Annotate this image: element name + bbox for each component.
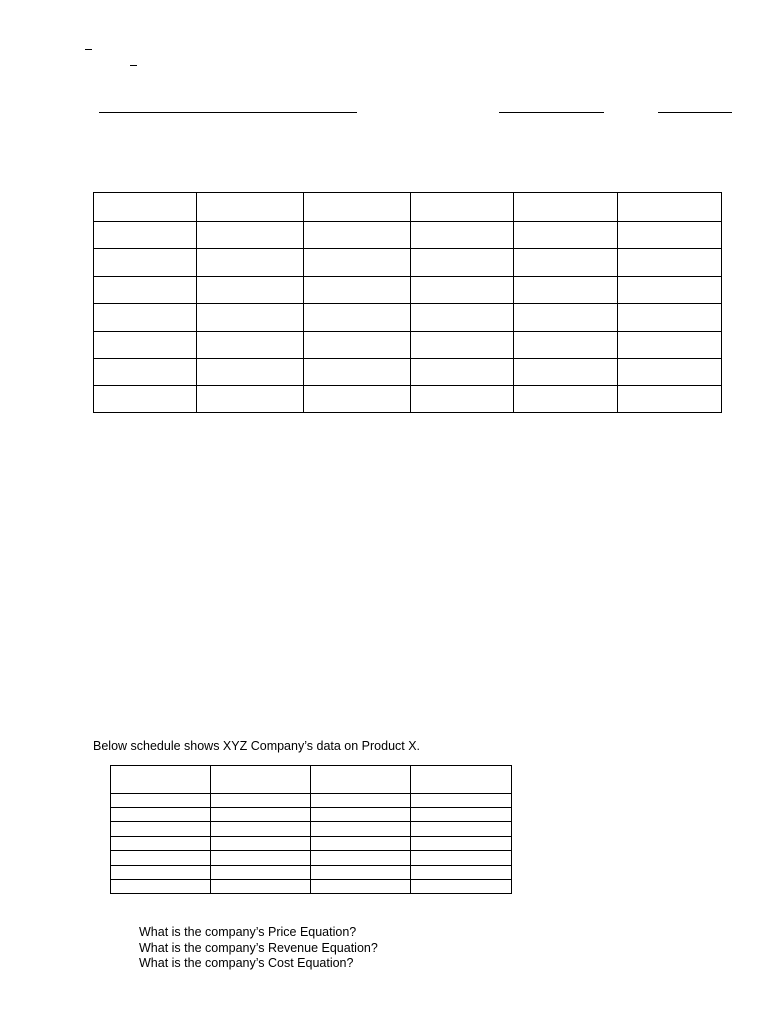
top-table-row bbox=[94, 359, 722, 386]
schedule-cell[interactable] bbox=[211, 822, 311, 837]
top-table-cell[interactable] bbox=[514, 277, 618, 304]
top-table-cell[interactable] bbox=[514, 359, 618, 386]
top-table-cell[interactable] bbox=[411, 222, 514, 249]
schedule-row bbox=[111, 851, 512, 866]
schedule-cell[interactable] bbox=[211, 808, 311, 822]
schedule-row bbox=[111, 766, 512, 794]
schedule-cell[interactable] bbox=[211, 837, 311, 851]
schedule-row bbox=[111, 794, 512, 808]
top-table-cell[interactable] bbox=[411, 277, 514, 304]
schedule-row bbox=[111, 866, 512, 880]
schedule-cell[interactable] bbox=[311, 851, 411, 866]
top-data-table bbox=[93, 192, 722, 413]
top-table-cell[interactable] bbox=[304, 386, 411, 413]
schedule-cell[interactable] bbox=[211, 766, 311, 794]
top-table-cell[interactable] bbox=[514, 332, 618, 359]
schedule-cell[interactable] bbox=[211, 866, 311, 880]
top-table-cell[interactable] bbox=[304, 222, 411, 249]
schedule-cell[interactable] bbox=[211, 880, 311, 894]
schedule-cell[interactable] bbox=[111, 794, 211, 808]
top-table-cell[interactable] bbox=[304, 304, 411, 332]
schedule-cell[interactable] bbox=[411, 866, 512, 880]
schedule-cell[interactable] bbox=[311, 866, 411, 880]
top-table-cell[interactable] bbox=[94, 304, 197, 332]
top-table-cell[interactable] bbox=[94, 359, 197, 386]
question-price-equation: What is the company’s Price Equation? bbox=[139, 925, 357, 939]
top-table-cell[interactable] bbox=[197, 332, 304, 359]
top-table-cell[interactable] bbox=[514, 222, 618, 249]
schedule-cell[interactable] bbox=[111, 851, 211, 866]
top-table-cell[interactable] bbox=[411, 386, 514, 413]
top-table-cell[interactable] bbox=[197, 304, 304, 332]
schedule-row bbox=[111, 822, 512, 837]
top-table-cell[interactable] bbox=[94, 332, 197, 359]
dash-mark-1 bbox=[85, 49, 92, 50]
top-table-cell[interactable] bbox=[618, 277, 722, 304]
top-table-cell[interactable] bbox=[514, 249, 618, 277]
dash-mark-2 bbox=[130, 65, 137, 66]
top-table-cell[interactable] bbox=[618, 222, 722, 249]
top-table-cell[interactable] bbox=[411, 359, 514, 386]
schedule-cell[interactable] bbox=[411, 794, 512, 808]
schedule-cell[interactable] bbox=[411, 766, 512, 794]
top-table-row bbox=[94, 386, 722, 413]
schedule-cell[interactable] bbox=[111, 866, 211, 880]
question-cost-equation: What is the company’s Cost Equation? bbox=[139, 956, 354, 970]
top-table-cell[interactable] bbox=[197, 359, 304, 386]
schedule-row bbox=[111, 837, 512, 851]
top-table-cell[interactable] bbox=[304, 249, 411, 277]
top-table-row bbox=[94, 277, 722, 304]
top-table-row bbox=[94, 304, 722, 332]
top-table-cell[interactable] bbox=[618, 249, 722, 277]
schedule-cell[interactable] bbox=[111, 766, 211, 794]
top-table-cell[interactable] bbox=[618, 386, 722, 413]
name-blank-line[interactable] bbox=[99, 112, 357, 113]
top-table-cell[interactable] bbox=[197, 386, 304, 413]
schedule-cell[interactable] bbox=[411, 837, 512, 851]
top-table-cell[interactable] bbox=[411, 193, 514, 222]
top-table-cell[interactable] bbox=[411, 304, 514, 332]
top-table-cell[interactable] bbox=[304, 277, 411, 304]
schedule-table bbox=[110, 765, 512, 894]
schedule-cell[interactable] bbox=[311, 794, 411, 808]
schedule-row bbox=[111, 880, 512, 894]
top-table-cell[interactable] bbox=[618, 359, 722, 386]
question-revenue-equation: What is the company’s Revenue Equation? bbox=[139, 940, 378, 955]
top-table-cell[interactable] bbox=[618, 332, 722, 359]
top-table-cell[interactable] bbox=[514, 193, 618, 222]
top-table-cell[interactable] bbox=[304, 193, 411, 222]
top-table-cell[interactable] bbox=[94, 222, 197, 249]
top-table-cell[interactable] bbox=[304, 359, 411, 386]
schedule-cell[interactable] bbox=[111, 808, 211, 822]
top-table-cell[interactable] bbox=[411, 249, 514, 277]
top-table-cell[interactable] bbox=[411, 332, 514, 359]
schedule-cell[interactable] bbox=[111, 822, 211, 837]
top-table-cell[interactable] bbox=[618, 304, 722, 332]
top-table-row bbox=[94, 332, 722, 359]
schedule-cell[interactable] bbox=[111, 837, 211, 851]
top-table-cell[interactable] bbox=[514, 304, 618, 332]
schedule-cell[interactable] bbox=[311, 808, 411, 822]
top-table-cell[interactable] bbox=[197, 193, 304, 222]
section-blank-line[interactable] bbox=[499, 112, 604, 113]
schedule-cell[interactable] bbox=[111, 880, 211, 894]
schedule-cell[interactable] bbox=[411, 808, 512, 822]
question-list bbox=[139, 925, 378, 972]
schedule-cell[interactable] bbox=[211, 851, 311, 866]
schedule-row bbox=[111, 808, 512, 822]
top-table-row bbox=[94, 249, 722, 277]
top-table-cell[interactable] bbox=[197, 277, 304, 304]
schedule-cell[interactable] bbox=[311, 822, 411, 837]
schedule-cell[interactable] bbox=[311, 837, 411, 851]
schedule-cell[interactable] bbox=[311, 880, 411, 894]
top-table-cell[interactable] bbox=[94, 277, 197, 304]
top-table-cell[interactable] bbox=[94, 249, 197, 277]
top-table-cell[interactable] bbox=[197, 249, 304, 277]
top-table-cell[interactable] bbox=[197, 222, 304, 249]
top-table-cell[interactable] bbox=[618, 193, 722, 222]
top-table-cell[interactable] bbox=[304, 332, 411, 359]
schedule-caption: Below schedule shows XYZ Company’s data on Product X. bbox=[93, 739, 421, 753]
top-table-cell[interactable] bbox=[94, 386, 197, 413]
top-table-cell[interactable] bbox=[514, 386, 618, 413]
schedule-cell[interactable] bbox=[211, 794, 311, 808]
schedule-cell[interactable] bbox=[411, 822, 512, 837]
schedule-cell[interactable] bbox=[411, 880, 512, 894]
date-blank-line[interactable] bbox=[658, 112, 732, 113]
top-table-row bbox=[94, 193, 722, 222]
schedule-cell[interactable] bbox=[411, 851, 512, 866]
top-table-cell[interactable] bbox=[94, 193, 197, 222]
schedule-cell[interactable] bbox=[311, 766, 411, 794]
top-table-row bbox=[94, 222, 722, 249]
